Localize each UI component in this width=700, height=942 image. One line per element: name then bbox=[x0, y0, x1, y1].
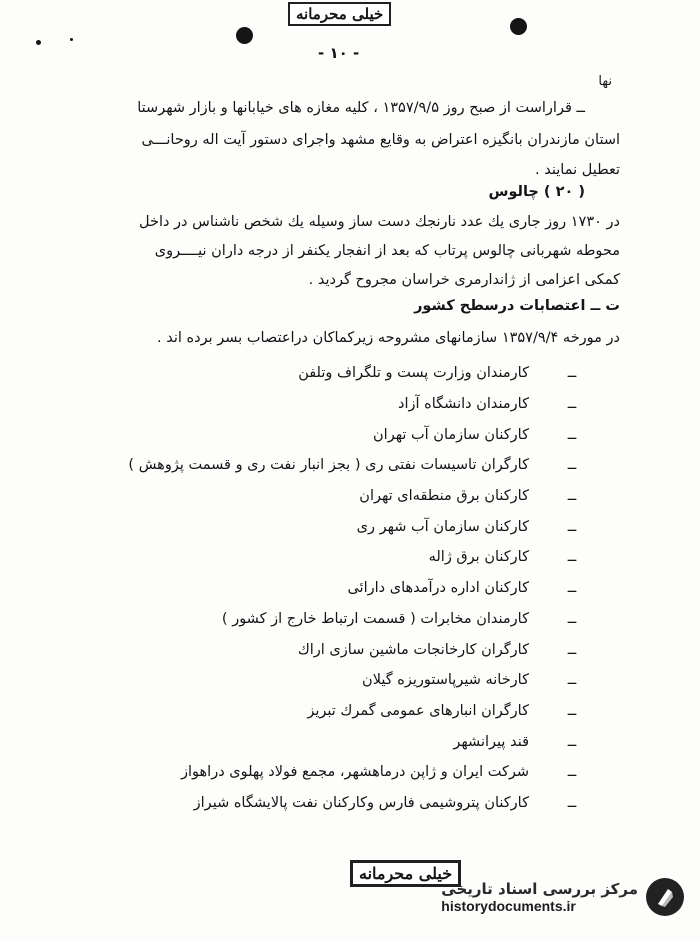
list-item bbox=[65, 573, 585, 604]
list-item-text: کارکنان پتروشیمی فارس وکارکنان نفت پالایشگاه شیراز bbox=[193, 794, 529, 811]
list-item bbox=[65, 634, 585, 665]
list-item bbox=[65, 481, 585, 512]
ink-dot bbox=[36, 40, 41, 45]
list-item bbox=[65, 726, 585, 757]
paragraph-line: کمکی اعزامی از ژاندارمری خراسان مجروح گردید . bbox=[308, 272, 620, 288]
bullet-dash: ــ bbox=[567, 426, 577, 443]
classification-stamp-bottom: خیلی محرمانه bbox=[350, 860, 461, 887]
list-item-text: کارگران تاسیسات نفتی ری ( بجز انبار نفت ری و قسمت پژوهش ) bbox=[128, 457, 529, 474]
margin-note: نها bbox=[598, 74, 612, 89]
list-item-text: کارکنان برق ژاله bbox=[428, 549, 529, 566]
list-item-text: کارگران انبارهای عمومی گمرك تبریز bbox=[307, 702, 529, 719]
ink-dot bbox=[70, 38, 73, 41]
section-intro: در مورخه ۱۳۵۷/۹/۴ سازمانهای مشروحه زیرکماکان دراعتصاب بسر برده اند . bbox=[157, 330, 620, 346]
bullet-dash: ــ bbox=[567, 549, 577, 566]
list-item bbox=[65, 542, 585, 573]
list-item-text: کارمندان مخابرات ( قسمت ارتباط خارج از کشور ) bbox=[221, 610, 529, 627]
bullet-dash: ــ bbox=[567, 580, 577, 597]
bullet-dash: ــ bbox=[567, 794, 577, 811]
list-item bbox=[65, 450, 585, 481]
list-item bbox=[65, 604, 585, 635]
list-item-text: کارمندان دانشگاه آزاد bbox=[398, 396, 529, 413]
list-item-text: قند پیرانشهر bbox=[453, 733, 529, 750]
bullet-dash: ــ bbox=[567, 764, 577, 781]
list-item bbox=[65, 389, 585, 420]
bullet-dash: ــ bbox=[567, 702, 577, 719]
punch-hole-right bbox=[510, 18, 527, 35]
page-number: - ۱۰ - bbox=[318, 44, 360, 62]
paragraph-line: ــ قراراست از صبح روز ۱۳۵۷/۹/۵ ، کلیه مغازه های خیابانها و بازار شهرستا bbox=[137, 100, 585, 116]
bullet-dash: ــ bbox=[567, 457, 577, 474]
classification-stamp-top: خیلی محرمانه bbox=[288, 2, 391, 26]
list-item bbox=[65, 419, 585, 450]
document-logo-icon bbox=[646, 878, 684, 916]
section-heading: ت ــ اعتصابات درسطح کشور bbox=[414, 298, 620, 314]
section-heading: ( ۲۰ ) چالوس bbox=[488, 184, 585, 200]
list-item-text: شرکت ایران و ژاپن درماهشهر، مجمع فولاد پهلوی دراهواز bbox=[181, 764, 529, 781]
bullet-dash: ــ bbox=[567, 488, 577, 505]
list-item-text: کارخانه شیرپاستوریزه گیلان bbox=[362, 672, 529, 689]
list-item-text: کارکنان سازمان آب شهر ری bbox=[356, 518, 529, 535]
list-item bbox=[65, 358, 585, 389]
paragraph-line: در ۱۷۳۰ روز جاری یك عدد نارنجك دست ساز وسیله یك شخص ناشناس در داخل bbox=[139, 214, 620, 230]
list-item bbox=[65, 757, 585, 788]
list-item bbox=[65, 665, 585, 696]
list-item-text: کارکنان برق منطقه‌ای تهران bbox=[359, 488, 529, 505]
bullet-dash: ــ bbox=[567, 396, 577, 413]
list-item bbox=[65, 511, 585, 542]
bullet-dash: ــ bbox=[567, 672, 577, 689]
watermark-name: مرکز بررسی اسناد تاریخی bbox=[441, 880, 638, 898]
paragraph-line: تعطیل نمایند . bbox=[535, 162, 620, 178]
list-item-text: کارگران کارخانجات ماشین سازی اراك bbox=[297, 641, 529, 658]
list-item-text: کارمندان وزارت پست و تلگراف وتلفن bbox=[298, 365, 529, 382]
strike-list bbox=[65, 358, 585, 818]
watermark-text bbox=[441, 880, 638, 914]
bullet-dash: ــ bbox=[567, 733, 577, 750]
paragraph-line: محوطه شهربانی چالوس پرتاب که بعد از انفجار یکنفر از درجه داران نیــــروی bbox=[154, 243, 620, 259]
bullet-dash: ــ bbox=[567, 365, 577, 382]
paragraph-line: استان مازندران بانگیزه اعتراض به وقایع مشهد واجرای دستور آیت اله روحانـــی bbox=[141, 132, 620, 148]
bullet-dash: ــ bbox=[567, 518, 577, 535]
list-item bbox=[65, 696, 585, 727]
list-item-text: کارکنان اداره درآمدهای دارائی bbox=[347, 580, 529, 597]
bullet-dash: ــ bbox=[567, 641, 577, 658]
archive-watermark bbox=[441, 878, 684, 916]
bullet-dash: ــ bbox=[567, 610, 577, 627]
list-item bbox=[65, 788, 585, 819]
list-item-text: کارکنان سازمان آب تهران bbox=[373, 426, 529, 443]
punch-hole-left bbox=[236, 27, 253, 44]
watermark-url: historydocuments.ir bbox=[441, 898, 576, 914]
